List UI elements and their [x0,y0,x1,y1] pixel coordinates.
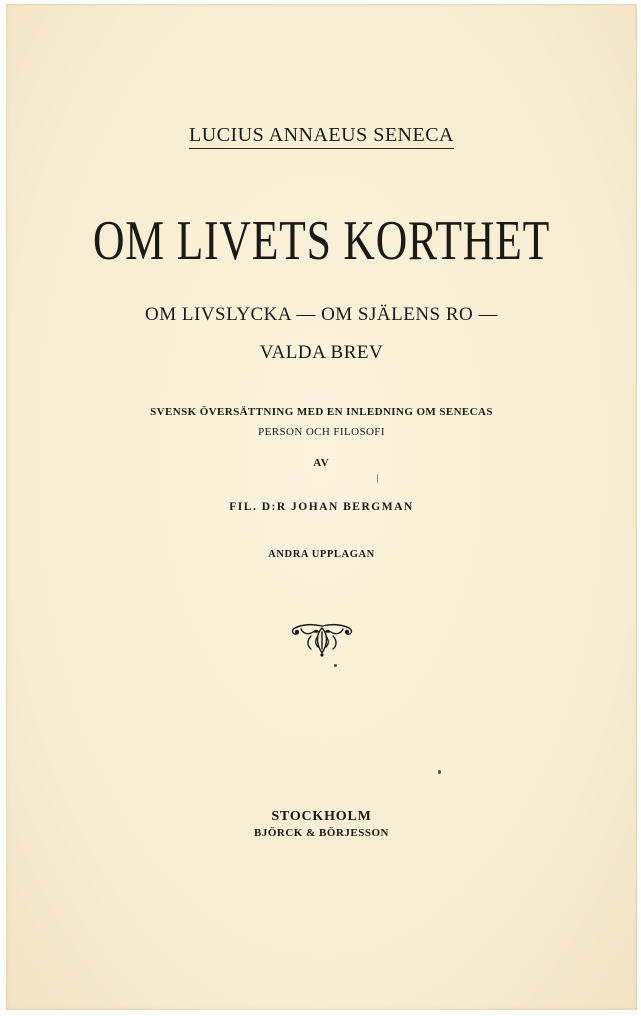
translation-note-line-2: PERSON OCH FILOSOFI [258,426,385,438]
title-page [6,4,637,1010]
edition-label: ANDRA UPPLAGAN [268,549,375,560]
by-word: AV [313,457,330,469]
subtitle-line-2: VALDA BREV [259,342,384,363]
author-line [6,124,637,149]
book-title: OM LIVETS KORTHET [92,210,551,272]
translator-name: FIL. D:R JOHAN BERGMAN [229,501,414,513]
author-name: LUCIUS ANNAEUS SENECA [189,124,454,149]
paper-speck [438,770,441,774]
floral-ornament-icon [6,620,637,664]
translation-note-line-1: SVENSK ÖVERSÄTTNING MED EN INLEDNING OM SENECAS [150,406,493,418]
paper-speck [334,664,337,667]
imprint-publisher: BJÖRCK & BÖRJESSON [254,827,389,839]
imprint-city: STOCKHOLM [271,809,372,824]
subtitle-line-1: OM LIVSLYCKA — OM SJÄLENS RO — [144,304,499,325]
paper-speck [377,474,378,483]
